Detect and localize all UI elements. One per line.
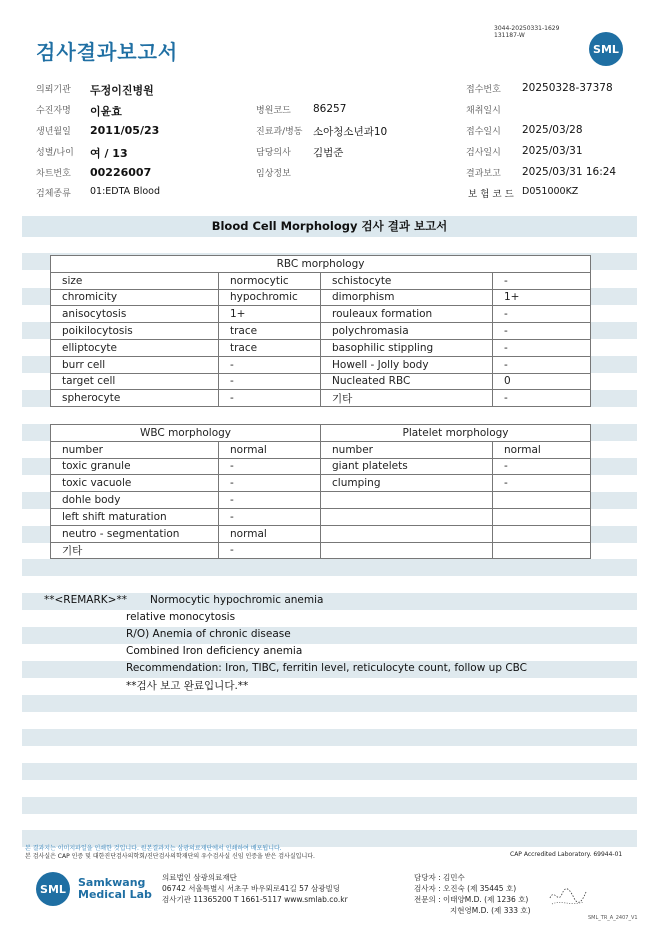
wbc-result: -	[219, 492, 321, 509]
platelet-result	[493, 508, 591, 525]
rbc-item: Howell - Jolly body	[321, 356, 493, 373]
rbc-result: -	[219, 390, 321, 407]
table-row	[51, 356, 591, 373]
table-row	[51, 272, 591, 289]
platelet-item	[321, 492, 493, 509]
value-insurance-code: D051000KZ	[522, 186, 579, 197]
wbc-item: number	[51, 441, 219, 458]
remark-label: **<REMARK>**	[44, 594, 127, 606]
platelet-item: giant platelets	[321, 458, 493, 475]
rbc-result: -	[493, 323, 591, 340]
rbc-item: dimorphism	[321, 289, 493, 306]
wbc-item: toxic granule	[51, 458, 219, 475]
footer-address: 06742 서울특별시 서초구 바우뫼로41길 57 삼광빌딩	[162, 884, 341, 893]
footer-logo: SML	[36, 872, 70, 906]
staff-line: 전문의 : 이태양M.D. (제 1236 호)	[414, 895, 529, 904]
table-header-row	[51, 425, 591, 442]
platelet-result	[493, 492, 591, 509]
rbc-morphology-table	[50, 255, 591, 407]
cap-accreditation: CAP Accredited Laboratory. 69944-01	[510, 851, 623, 858]
platelet-item: clumping	[321, 475, 493, 492]
sml-logo: SML	[589, 32, 623, 66]
label-patient-name: 수진자명	[36, 106, 71, 116]
platelet-table-title: Platelet morphology	[321, 425, 591, 442]
label-chart-number: 차트번호	[36, 169, 71, 179]
platelet-item	[321, 508, 493, 525]
wbc-table-title: WBC morphology	[51, 425, 321, 442]
rbc-table-title: RBC morphology	[51, 256, 591, 273]
rbc-item: poikilocytosis	[51, 323, 219, 340]
rbc-item: rouleaux formation	[321, 306, 493, 323]
wbc-item: toxic vacuole	[51, 475, 219, 492]
table-row	[51, 542, 591, 559]
rbc-result: normocytic	[219, 272, 321, 289]
wbc-result: -	[219, 542, 321, 559]
remark-line: R/O) Anemia of chronic disease	[126, 628, 291, 640]
form-code: SML_TR_A_2407_V1	[588, 915, 638, 921]
wbc-item: neutro - segmentation	[51, 525, 219, 542]
rbc-item: 기타	[321, 390, 493, 407]
footer-note-print: 본 결과지는 이미지파일을 인쇄한 것입니다. 원본결과지는 삼광의료재단에서 인쇄하여 배포됩니다.	[25, 845, 282, 852]
table-row	[51, 339, 591, 356]
footer-contact: 검사기관 11365200 T 1661-5117 www.smlab.co.kr	[162, 895, 348, 904]
table-row	[51, 323, 591, 340]
rbc-item: chromicity	[51, 289, 219, 306]
rbc-item: burr cell	[51, 356, 219, 373]
table-row	[51, 441, 591, 458]
page-title: 검사결과보고서	[36, 40, 179, 64]
label-specimen-type: 검체종류	[36, 189, 71, 199]
table-row	[51, 390, 591, 407]
platelet-item	[321, 525, 493, 542]
wbc-item: left shift maturation	[51, 508, 219, 525]
remark-line: Combined Iron deficiency anemia	[126, 645, 303, 657]
rbc-item: target cell	[51, 373, 219, 390]
row-band	[22, 797, 637, 814]
rbc-item: anisocytosis	[51, 306, 219, 323]
wbc-result: normal	[219, 441, 321, 458]
value-doctor: 김범준	[313, 147, 344, 159]
footer-brand	[78, 877, 152, 901]
label-hospital-code: 병원코드	[256, 106, 291, 116]
rbc-result: -	[493, 272, 591, 289]
label-collection-date: 채취일시	[466, 106, 501, 116]
value-sex-age: 여 / 13	[90, 147, 128, 160]
wbc-result: normal	[219, 525, 321, 542]
platelet-result: normal	[493, 441, 591, 458]
rbc-item: schistocyte	[321, 272, 493, 289]
document-code	[494, 25, 559, 39]
rbc-result: -	[493, 339, 591, 356]
value-test-date: 2025/03/31	[522, 145, 583, 157]
label-insurance-code: 보 험 코 드	[468, 189, 514, 200]
table-header-row	[51, 256, 591, 273]
rbc-item: polychromasia	[321, 323, 493, 340]
label-reception-number: 접수번호	[466, 85, 501, 95]
row-band	[22, 559, 637, 576]
label-birth-date: 생년월일	[36, 127, 71, 137]
table-row	[51, 525, 591, 542]
staff-line: 담당자 : 김민수	[414, 873, 465, 882]
table-row	[51, 508, 591, 525]
rbc-result: -	[219, 356, 321, 373]
remark-line: relative monocytosis	[126, 611, 236, 623]
rbc-item: elliptocyte	[51, 339, 219, 356]
table-row	[51, 373, 591, 390]
wbc-result: -	[219, 458, 321, 475]
wbc-item: 기타	[51, 542, 219, 559]
value-chart-number: 00226007	[90, 166, 152, 179]
label-report-date: 결과보고	[466, 169, 501, 179]
rbc-result: trace	[219, 323, 321, 340]
value-received-date: 2025/03/28	[522, 124, 583, 136]
label-test-date: 검사일시	[466, 148, 501, 158]
wbc-platelet-morphology-table	[50, 424, 591, 559]
document-code-line2: 131187-W	[494, 32, 525, 39]
value-reception-number: 20250328-37378	[522, 82, 613, 94]
rbc-result: 1+	[219, 306, 321, 323]
rbc-item: Nucleated RBC	[321, 373, 493, 390]
platelet-result: -	[493, 475, 591, 492]
platelet-result: -	[493, 458, 591, 475]
rbc-result: 1+	[493, 289, 591, 306]
label-clinical-info: 임상정보	[256, 169, 291, 179]
rbc-item: basophilic stippling	[321, 339, 493, 356]
table-row	[51, 306, 591, 323]
staff-line: 검사자 : 오진숙 (제 35445 호)	[414, 884, 517, 893]
rbc-result: -	[219, 373, 321, 390]
rbc-result: -	[493, 356, 591, 373]
table-row	[51, 289, 591, 306]
staff-line: 지현영M.D. (제 333 호)	[450, 906, 531, 915]
wbc-result: -	[219, 475, 321, 492]
remark-line: Recommendation: Iron, TIBC, ferritin level, reticulocyte count, follow up CBC	[126, 662, 527, 674]
wbc-item: dohle body	[51, 492, 219, 509]
table-row	[51, 458, 591, 475]
rbc-result: hypochromic	[219, 289, 321, 306]
report-heading: Blood Cell Morphology 검사 결과 보고서	[22, 216, 637, 237]
value-department: 소아청소년과10	[313, 126, 388, 138]
value-hospital-code: 86257	[313, 103, 347, 115]
platelet-result	[493, 525, 591, 542]
value-report-date: 2025/03/31 16:24	[522, 166, 617, 178]
label-department: 진료과/병동	[256, 127, 303, 137]
label-sex-age: 성별/나이	[36, 148, 74, 158]
value-specimen-type: 01:EDTA Blood	[90, 186, 161, 197]
footer-staff-info	[414, 872, 531, 916]
value-requesting-institution: 두정이진병원	[90, 84, 154, 97]
table-row	[51, 492, 591, 509]
rbc-result: 0	[493, 373, 591, 390]
label-received-date: 접수일시	[466, 127, 501, 137]
row-band	[22, 763, 637, 780]
label-doctor: 담당의사	[256, 148, 291, 158]
row-band	[22, 695, 637, 712]
document-code-line1: 3044-20250331-1629	[494, 25, 560, 32]
rbc-item: spherocyte	[51, 390, 219, 407]
row-band	[22, 729, 637, 746]
remark-line: **검사 보고 완료입니다.**	[126, 680, 249, 692]
wbc-result: -	[219, 508, 321, 525]
footer-brand-line1: Samkwang	[78, 876, 146, 889]
rbc-item: size	[51, 272, 219, 289]
table-row	[51, 475, 591, 492]
remark-line: Normocytic hypochromic anemia	[150, 594, 324, 606]
rbc-result: -	[493, 390, 591, 407]
platelet-item: number	[321, 441, 493, 458]
rbc-result: trace	[219, 339, 321, 356]
signature	[548, 884, 588, 908]
footer-org: 의료법인 삼광의료재단	[162, 873, 237, 882]
label-requesting-institution: 의뢰기관	[36, 85, 71, 95]
footer-brand-line2: Medical Lab	[78, 888, 152, 901]
footer-org-info	[162, 872, 348, 905]
value-birth-date: 2011/05/23	[90, 124, 160, 137]
rbc-result: -	[493, 306, 591, 323]
row-band	[22, 627, 637, 644]
platelet-item	[321, 542, 493, 559]
platelet-result	[493, 542, 591, 559]
value-patient-name: 이윤효	[90, 105, 122, 118]
footer-note-accreditation: 본 검사실은 CAP 인증 및 대한진단검사의학회/진단검사의학재단의 우수검사실 신임 인증을 받은 검사실입니다.	[25, 853, 315, 860]
